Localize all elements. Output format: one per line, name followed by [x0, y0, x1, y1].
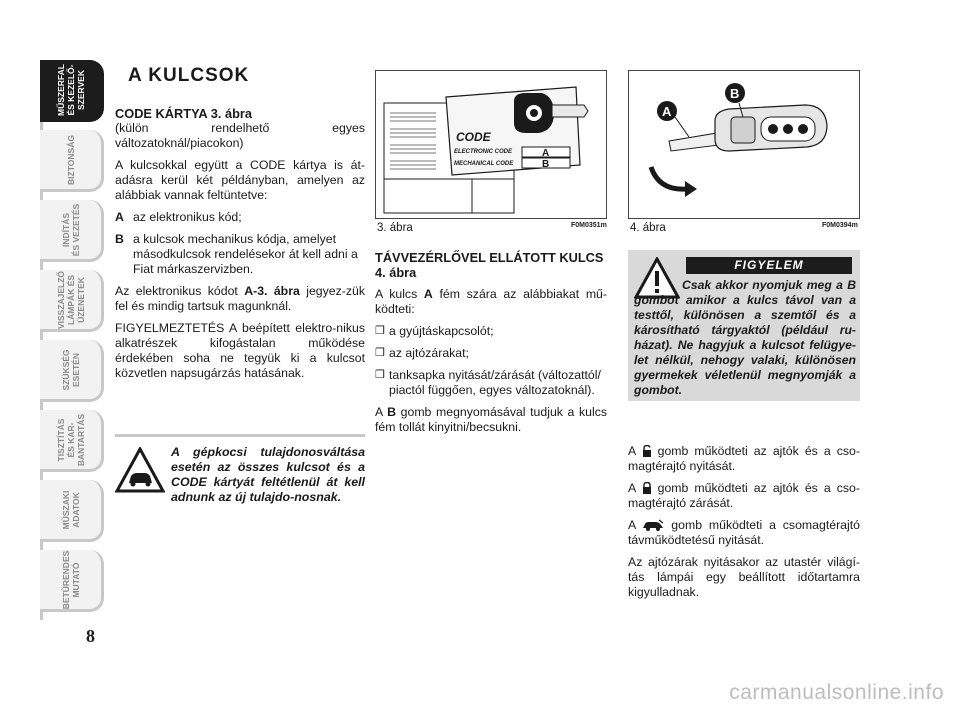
unlock-icon — [642, 445, 652, 457]
checkbox-bullet-icon: ❒ — [375, 325, 385, 337]
tab-biztonsag[interactable] — [40, 130, 104, 192]
car-trunk-icon — [642, 519, 664, 531]
code-card-illustration — [376, 71, 606, 218]
tab-muszerfal[interactable] — [40, 60, 104, 122]
paragraph — [375, 287, 607, 317]
text: gomb működteti az ajtók és a cso-magtérajtó nyitását. — [628, 444, 860, 473]
key-letter: B — [387, 405, 397, 419]
paragraph — [115, 284, 365, 314]
tab-visszajelzo[interactable] — [40, 270, 104, 332]
electronic-code-label: ELECTRONIC CODE — [454, 149, 513, 155]
box-b-label: B — [542, 159, 550, 170]
column-buttons — [628, 444, 860, 607]
ownership-warning — [115, 434, 365, 505]
text: A — [628, 518, 636, 532]
paragraph — [375, 405, 607, 435]
tab-label: TISZTÍTÁS ÉS KAR- BANTARTÁS — [55, 413, 86, 466]
paragraph — [628, 518, 860, 548]
paragraph — [628, 444, 860, 474]
warning-text: A gépkocsi tulajdonosváltása esetén az összes kulcsot és a CODE kártyát feltétlenül át kell adnunk az új tulajdo-nosnak. — [171, 445, 365, 504]
text: gomb működteti a csomagtérajtó távműködtetésű nyitását. — [628, 518, 861, 547]
box-a-label: A — [542, 148, 550, 159]
text: jegyez-zük fel és mindig tartsuk magunknál. — [115, 284, 365, 313]
tab-betu[interactable] — [40, 550, 104, 612]
list-item — [375, 324, 607, 339]
list-item — [115, 232, 365, 277]
bullet-text: a gyújtáskapcsolót; — [389, 324, 494, 338]
code-card-heading: CODE KÁRTYA 3. ábra — [115, 106, 253, 121]
bullet-text: az ajtózárakat; — [389, 346, 469, 360]
tab-label: BETŰRENDES MUTATÓ — [60, 550, 81, 609]
column-remote-key — [375, 250, 607, 442]
car-warning-icon — [115, 447, 165, 493]
text: Az elektronikus kódot — [115, 284, 238, 298]
checkbox-bullet-icon: ❒ — [375, 347, 385, 359]
paragraph: A kulcsokkal együtt a CODE kártya is át-adásra kerül két példányban, amelyen az alábbiak vannak feltüntetve: — [115, 158, 365, 202]
item-text: az elektronikus kód; — [133, 210, 242, 224]
caution-box — [628, 250, 860, 401]
remote-key-heading: TÁVVEZÉRLŐVEL ELLÁTOTT KULCS 4. ábra — [375, 250, 604, 280]
column-keys — [115, 65, 365, 388]
item-letter: B — [115, 232, 124, 246]
list-item — [115, 210, 365, 225]
fig3-code: F0M0351m — [571, 222, 607, 229]
card-title: CODE — [456, 130, 491, 144]
text: A — [375, 405, 383, 419]
caution-text: Csak akkor nyomjuk meg a B gombot amikor a kulcs távol van a testtől, különösen a szemtől és a károsítható tárgyaktól (például ru-házat). Ne hagyjuk a kulcsot felügye-let nélkül, nehogy valaki, különösen gyermekek véletlenül megnyomják a gombot. — [634, 278, 856, 397]
figure-remote-key — [628, 70, 860, 219]
page-title: A KULCSOK — [128, 65, 250, 86]
marker-a: A — [662, 104, 672, 119]
tab-label: MŰSZERFAL ÉS KEZELŐ- SZERVEK — [55, 63, 86, 116]
list-item — [375, 346, 607, 361]
fig4-caption: 4. ábra — [630, 222, 666, 234]
text: A — [628, 444, 636, 458]
tab-label: MŰSZAKI ADATOK — [60, 490, 81, 529]
watermark: carmanualsonline.info — [729, 681, 944, 704]
paragraph: Az ajtózárak nyitásakor az utastér világí-tás lámpái egy beállított időtartamra kigyulladnak. — [628, 555, 860, 599]
page-number: 8 — [86, 626, 95, 646]
figure-code-card — [375, 70, 607, 219]
tab-label: SZÜKSÉG ESETÉN — [60, 348, 81, 391]
item-letter: A — [115, 210, 124, 224]
text: gomb megnyomásával tudjuk a kulcs fém tollát kinyitni/becsukni. — [375, 405, 608, 434]
marker-b: B — [730, 86, 740, 101]
text: A — [628, 481, 636, 495]
text: fém szára az alábbiakat mű-ködteti: — [375, 287, 607, 316]
text: gomb működteti az ajtók és a cso-magtérajtó zárását. — [628, 481, 860, 510]
tab-label: BIZTONSÁG — [65, 134, 76, 185]
text: A kulcs — [375, 287, 418, 301]
mechanical-code-label: MECHANICAL CODE — [454, 161, 514, 167]
code-card-note: (külön rendelhető egyes változatoknál/piacokon) — [115, 121, 365, 150]
item-text: a kulcsok mechanikus kódja, amelyet másodkulcsok rendelésekor át kell adni a Fiat márkaszervizben. — [133, 232, 358, 276]
fig4-code: F0M0394m — [822, 222, 858, 229]
tab-tisztitas[interactable] — [40, 410, 104, 472]
lock-icon — [642, 482, 652, 494]
fig3-caption: 3. ábra — [377, 222, 413, 234]
figure-ref: A-3. ábra — [244, 284, 300, 298]
tab-muszaki[interactable] — [40, 480, 104, 542]
paragraph — [628, 481, 860, 511]
tab-label: VISSZAJELZŐ LÁMPÁK ÉS ÜZENETEK — [55, 270, 86, 329]
paragraph: FIGYELMEZTETÉS A beépített elektro-nikus alkatrészek kifogástalan működése érdekében soha ne tegyük ki a kulcsot közvetlen napsugárzás hatásának. — [115, 321, 365, 380]
tab-inditas[interactable] — [40, 200, 104, 262]
list-item — [375, 368, 607, 398]
remote-key-illustration — [629, 71, 859, 218]
caution-heading: FIGYELEM — [686, 257, 852, 274]
tab-label: INDÍTÁS ÉS VEZETÉS — [60, 203, 81, 256]
tab-szukseg[interactable] — [40, 340, 104, 402]
checkbox-bullet-icon: ❒ — [375, 369, 385, 381]
bullet-text: tanksapka nyitását/zárását (változattól/ piactól függően, egyes változatoknál). — [389, 368, 601, 397]
key-letter: A — [423, 287, 433, 301]
